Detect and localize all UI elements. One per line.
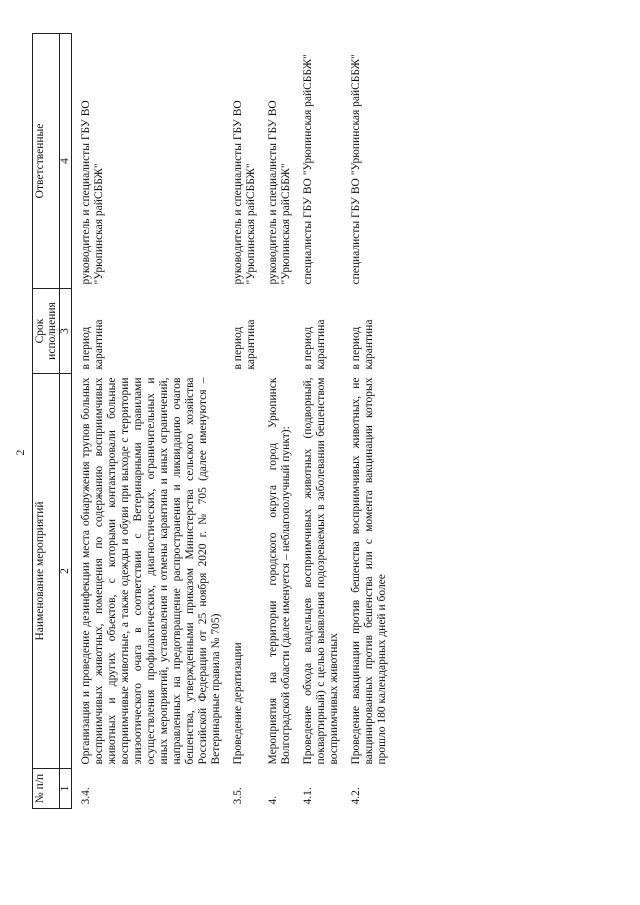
- row-activity: Проведение обхода владельцев восприимчивых животных (подворный, поквартирный) с целью выявления подозреваемых в заболевании бешенством восприимчивых животных: [302, 377, 340, 765]
- row-term: в период карантина: [232, 319, 257, 370]
- page-number: 2: [13, 449, 27, 456]
- row-number: 3.5.: [232, 787, 244, 805]
- table-row: [294, 34, 342, 809]
- header-number: № п/п: [33, 769, 60, 809]
- row-number: 4.1.: [302, 787, 314, 805]
- column-number: 4: [60, 34, 72, 289]
- row-number: 4.2.: [350, 787, 362, 805]
- row-responsible: руководитель и специалисты ГБУ ВО "Урюпинская райСББЖ": [267, 100, 292, 285]
- column-number: 1: [60, 769, 72, 809]
- row-responsible: руководитель и специалисты ГБУ ВО "Урюпинская райСББЖ": [232, 100, 257, 285]
- header-responsible: Ответственные: [33, 34, 60, 289]
- table-row: [342, 34, 390, 809]
- row-term: в период карантина: [350, 319, 375, 370]
- activities-table: [32, 33, 390, 809]
- row-number: 3.4.: [80, 787, 92, 805]
- header-activity: Наименование мероприятий: [33, 374, 60, 769]
- row-activity: Проведение дератизации: [232, 642, 244, 765]
- row-activity: Мероприятия на территории городского округа город Урюпинск Волгоградской области (далее именуется – неблагополучный пункт):: [267, 377, 292, 765]
- row-activity: Организация и проведение дезинфекции места обнаружения трупов больных восприимчивых животных, помещения по содержанию восприимчивых животных и других объектов, с которыми контактировали больные восприимчивые животные, а также одежды и обуви при выходе с территории эпизоотического очага в соответствии с Ветеринарными правилами осуществления профилактических, диагностических, ограничительных и иных мероприятий, установления и отмены карантина и иных ограничений, направленных на предотвращение распространения и ликвидацию очагов бешенства, утвержденными приказом Министерства сельского хозяйства Российской Федерации от 25 ноября 2020 г. № 705 (далее именуются – Ветеринарные правила № 705): [80, 377, 222, 765]
- table-row: [259, 34, 294, 809]
- row-term: в период карантина: [80, 319, 105, 370]
- row-term: [259, 289, 294, 374]
- header-term: Срок исполнения: [33, 289, 60, 374]
- column-number-row: [60, 34, 72, 809]
- row-responsible: специалисты ГБУ ВО "Урюпинская райСББЖ": [350, 54, 362, 285]
- table-header-row: [33, 34, 60, 809]
- column-number: 3: [60, 289, 72, 374]
- table-row: [72, 34, 225, 809]
- row-activity: Проведение вакцинации против бешенства восприимчивых животных, не вакцинированных против бешенства или с момента вакцинации которых прошло 180 календарных дней и более: [350, 377, 388, 765]
- table-row: [224, 34, 259, 809]
- row-number: 4.: [267, 795, 279, 805]
- column-number: 2: [60, 374, 72, 769]
- row-term: в период карантина: [302, 319, 327, 370]
- row-responsible: руководитель и специалисты ГБУ ВО "Урюпинская райСББЖ": [80, 100, 105, 285]
- row-responsible: специалисты ГБУ ВО "Урюпинская райСББЖ": [302, 54, 314, 285]
